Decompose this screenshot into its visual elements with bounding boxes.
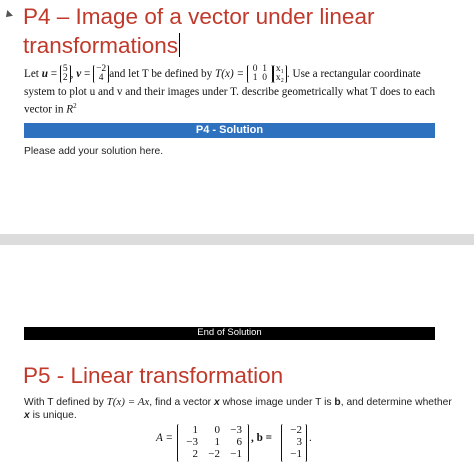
p4-heading-line2-text: transformations	[23, 33, 179, 58]
p4-problem-line1	[24, 62, 421, 86]
let-text: Let	[24, 68, 39, 80]
u-top: 5	[62, 64, 68, 74]
r-symbol: R	[66, 103, 74, 116]
r-superscript: 2	[73, 102, 77, 110]
v-vector	[93, 65, 109, 83]
a-cell: 2	[192, 448, 198, 460]
v-variable: v	[76, 68, 82, 80]
page-break-band	[0, 234, 474, 245]
a-cell: −2	[208, 448, 220, 460]
a-cell: −3	[186, 436, 198, 448]
p5-question-line2	[24, 409, 77, 423]
a-label	[156, 432, 173, 444]
end-punct: .	[309, 432, 312, 444]
vector-b	[281, 424, 307, 462]
p4-heading-line1: P4 – Image of a vector under linear	[23, 4, 375, 29]
t-matrix-cell: 1	[252, 73, 258, 83]
t-matrix-cell: 0	[262, 73, 267, 83]
p5-heading: P5 - Linear transformation	[23, 363, 284, 388]
p5-x: x	[24, 410, 30, 421]
p4-problem-line3	[24, 102, 77, 116]
p5-text: whose image under T is	[222, 397, 332, 408]
x-vector	[273, 65, 287, 83]
p5-b: b	[334, 397, 341, 408]
equals-sign: =	[50, 68, 58, 80]
vector-in-text: vector in	[24, 103, 64, 116]
t-matrix	[247, 65, 273, 83]
x1: x₁	[275, 64, 284, 74]
t-matrix-cell: 1	[262, 64, 267, 74]
p4-heading-line2	[23, 31, 180, 61]
a-cell: −1	[230, 448, 242, 460]
b-label: , b =	[251, 432, 272, 444]
t-matrix-row2	[250, 74, 270, 83]
and-text: and let T be defined by	[109, 68, 213, 80]
text-cursor	[179, 33, 180, 57]
p5-math: T(x) = Ax	[106, 396, 150, 408]
a-label-text: A =	[156, 432, 173, 444]
a-cell: 6	[236, 436, 242, 448]
p5-question-line1	[24, 395, 452, 410]
p5-text: , find a vector	[149, 397, 212, 408]
equals-sign: =	[83, 68, 91, 80]
a-cell: 1	[192, 424, 198, 436]
v-top: −2	[96, 64, 107, 74]
p4-problem-line2: system to plot u and v and their images under T. describe geometrically what T does to each	[24, 86, 436, 98]
u-vector	[60, 65, 71, 83]
comma: ,	[70, 68, 74, 80]
a-cell: 0	[214, 424, 220, 436]
p5-text: , and determine whether	[340, 397, 452, 408]
collapse-triangle-icon[interactable]	[3, 10, 13, 20]
b-cell: 3	[296, 436, 302, 448]
p5-x: x	[213, 397, 220, 408]
p4-solution-bar: P4 - Solution	[24, 123, 435, 138]
end-of-solution-bar: End of Solution	[24, 327, 435, 340]
solution-placeholder[interactable]: Please add your solution here.	[24, 146, 164, 157]
t-definition: T(x) =	[215, 68, 245, 80]
x2: x₂	[275, 73, 284, 83]
matrix-a	[177, 424, 249, 462]
b-cell: −1	[290, 448, 302, 460]
p5-text: is unique.	[32, 410, 77, 421]
u-variable: u	[41, 68, 48, 80]
b-cell: −2	[290, 424, 302, 436]
use-text: . Use a rectangular coordinate	[286, 68, 421, 80]
v-bottom: 4	[98, 73, 104, 83]
t-matrix-cell: 0	[252, 64, 258, 74]
u-bottom: 2	[62, 73, 68, 83]
a-cell: 1	[214, 436, 220, 448]
p5-text: With T defined by	[24, 397, 104, 408]
a-cell: −3	[230, 424, 242, 436]
